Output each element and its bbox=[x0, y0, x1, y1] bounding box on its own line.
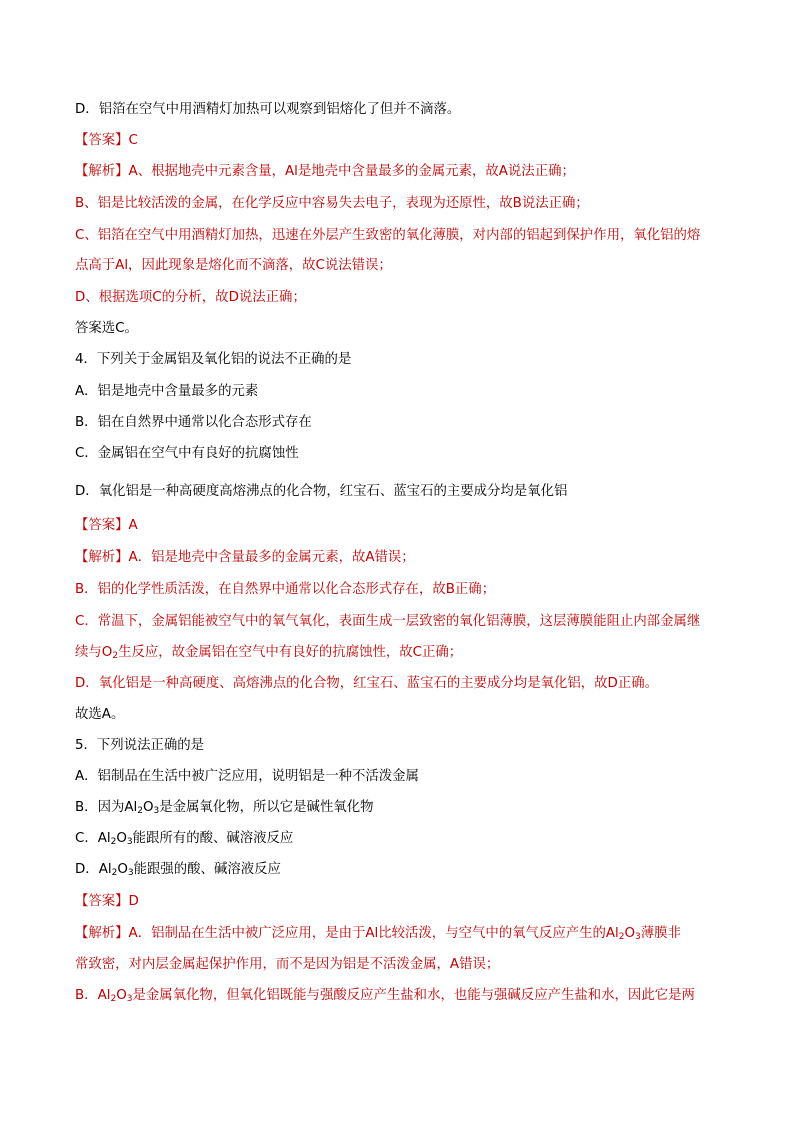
analysis-line: C．常温下，金属铝能被空气中的氧气氧化，表面生成一层致密的氧化铝薄膜，这层薄膜能阻止内部金属继 bbox=[75, 614, 701, 629]
option-a-line: A．铝制品在生活中被广泛应用，说明铝是一种不活泼金属 bbox=[75, 769, 419, 784]
analysis-line: 【解析】A．铝制品在生活中被广泛应用，是由于Al比较活泼，与空气中的氧气反应产生的$Al_2O_3$薄膜非 bbox=[75, 926, 681, 942]
option-d-line: D．氧化铝是一种高硬度高熔沸点的化合物，红宝石、蓝宝石的主要成分均是氧化铝 bbox=[75, 484, 568, 499]
answer-line: 【答案】C bbox=[75, 133, 138, 148]
option-c-line: C．$Al_2O_3$能跟所有的酸、碱溶液反应 bbox=[75, 831, 294, 847]
analysis-line: C、铝箔在空气中用酒精灯加热，迅速在外层产生致密的氧化薄膜，对内部的铝起到保护作用，氧化铝的熔 bbox=[75, 228, 701, 243]
question-5-stem: 5．下列说法正确的是 bbox=[75, 738, 205, 753]
option-a-line: A．铝是地壳中含量最多的元素 bbox=[75, 384, 259, 399]
analysis-line: 点高于Al，因此现象是熔化而不滴落，故C说法错误； bbox=[75, 258, 392, 273]
analysis-line: 【解析】A．铝是地壳中含量最多的金属元素，故A错误； bbox=[75, 550, 415, 565]
analysis-line: 【解析】A、根据地壳中元素含量，Al是地壳中含量最多的金属元素，故A说法正确； bbox=[75, 164, 575, 179]
conclusion-line: 答案选C。 bbox=[75, 321, 138, 336]
option-d-line: D．$Al_2O_3$能跟强的酸、碱溶液反应 bbox=[75, 862, 281, 878]
analysis-line: 常致密，对内层金属起保护作用，而不是因为铝是不活泼金属，A错误； bbox=[75, 957, 500, 972]
option-d-line: D．铝箔在空气中用酒精灯加热可以观察到铝熔化了但并不滴落。 bbox=[75, 102, 461, 117]
answer-line: 【答案】D bbox=[75, 894, 139, 909]
analysis-line: D．氧化铝是一种高硬度、高熔沸点的化合物，红宝石、蓝宝石的主要成分均是氧化铝，故D正确。 bbox=[75, 676, 659, 691]
option-c-line: C．金属铝在空气中有良好的抗腐蚀性 bbox=[75, 446, 299, 461]
analysis-line: B、铝是比较活泼的金属，在化学反应中容易失去电子，表现为还原性，故B说法正确； bbox=[75, 196, 589, 211]
analysis-line: 续与$O_2$生反应，故金属铝在空气中有良好的抗腐蚀性，故C正确； bbox=[75, 645, 463, 661]
analysis-line: B．$Al_2O_3$是金属氧化物，但氧化铝既能与强酸反应产生盐和水，也能与强碱反应产生盐和水，因此它是两 bbox=[75, 988, 695, 1004]
option-b-line: B．铝在自然界中通常以化合态形式存在 bbox=[75, 415, 312, 430]
analysis-line: B．铝的化学性质活泼，在自然界中通常以化合态形式存在，故B正确； bbox=[75, 582, 496, 597]
question-4-stem: 4．下列关于金属铝及氧化铝的说法不正确的是 bbox=[75, 352, 352, 367]
conclusion-line: 故选A。 bbox=[75, 707, 125, 722]
analysis-line: D、根据选项C的分析，故D说法正确； bbox=[75, 290, 306, 305]
answer-line: 【答案】A bbox=[75, 518, 138, 533]
option-b-line: B．因为$Al_2O_3$是金属氧化物，所以它是碱性氧化物 bbox=[75, 800, 374, 816]
